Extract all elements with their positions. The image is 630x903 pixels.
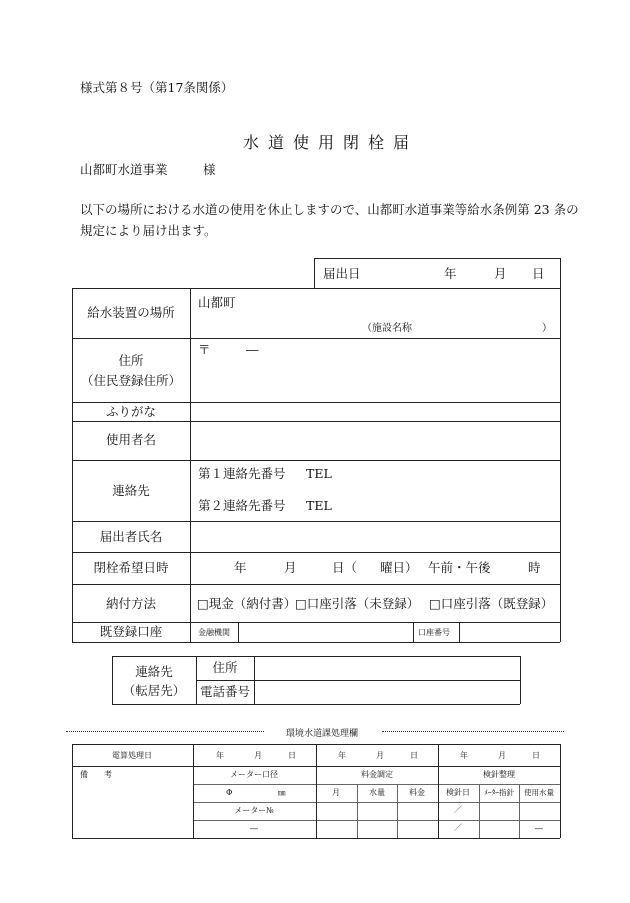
contact-1-label: 第１連絡先番号 bbox=[198, 466, 286, 481]
facility-close: ） bbox=[542, 323, 552, 334]
remarks-label-1: 備 bbox=[80, 770, 88, 779]
rule bbox=[72, 288, 73, 642]
volume-col-label: 水量 bbox=[369, 788, 385, 797]
rule bbox=[190, 288, 191, 642]
fee-adjust-label: 料金調定 bbox=[361, 770, 393, 779]
postal-dash: ― bbox=[246, 342, 259, 357]
rule bbox=[314, 258, 315, 288]
rule bbox=[314, 258, 560, 259]
dash-mark: ― bbox=[250, 824, 258, 833]
contact-2-tel[interactable]: TEL bbox=[306, 498, 332, 513]
rule bbox=[193, 820, 560, 821]
rule bbox=[72, 288, 560, 289]
rule bbox=[112, 704, 520, 705]
meter-pointer-label: ﾒｰﾀｰ指針 bbox=[484, 788, 514, 797]
rule bbox=[72, 838, 560, 839]
address-label: 住所 bbox=[118, 353, 144, 368]
payment-cash-checkbox[interactable]: □現金（納付書） bbox=[197, 596, 297, 611]
facility-open: （施設名称 bbox=[362, 323, 412, 334]
form-number: 様式第８号（第17条関係） bbox=[80, 80, 234, 95]
intro-line-2: 規定により届け出ます。 bbox=[80, 223, 217, 238]
month-col-label: 月 bbox=[332, 788, 340, 797]
rule bbox=[560, 744, 561, 838]
closing-month: 月 bbox=[284, 560, 297, 575]
rule bbox=[459, 622, 460, 642]
account-no-label: 口座番号 bbox=[418, 628, 450, 637]
postal-mark: 〒 bbox=[198, 342, 211, 357]
meter-check-label: 検針整理 bbox=[483, 770, 515, 779]
rule bbox=[112, 656, 113, 704]
closing-ampm[interactable]: 午前・午後 bbox=[428, 560, 491, 575]
rule bbox=[72, 521, 560, 522]
rule bbox=[397, 784, 398, 838]
contact-1-tel[interactable]: TEL bbox=[306, 466, 332, 481]
slash-mark: ／ bbox=[454, 805, 462, 814]
date-month: 月 bbox=[494, 266, 507, 281]
contact-label: 連絡先 bbox=[112, 483, 150, 498]
honorific: 様 bbox=[203, 162, 216, 177]
rule bbox=[413, 622, 414, 642]
fee-col-label: 料金 bbox=[409, 788, 425, 797]
office-date-1-month: 月 bbox=[254, 751, 262, 760]
submitter-label: 届出者氏名 bbox=[99, 529, 163, 544]
closing-hour: 時 bbox=[528, 560, 541, 575]
office-section-title: 環境水道課処理欄 bbox=[286, 729, 359, 739]
rule bbox=[357, 784, 358, 838]
rule bbox=[196, 656, 197, 704]
forward-label-sub: （転居先） bbox=[122, 683, 186, 698]
divider bbox=[382, 731, 564, 732]
rule bbox=[316, 744, 317, 838]
addressee: 山都町水道事業 bbox=[80, 162, 168, 177]
date-year: 年 bbox=[444, 266, 457, 281]
office-date-2-month: 月 bbox=[376, 751, 384, 760]
office-date-1-year: 年 bbox=[216, 751, 224, 760]
office-date-3-year: 年 bbox=[460, 751, 468, 760]
rule bbox=[72, 622, 560, 623]
closing-weekday: 曜日） bbox=[380, 560, 418, 575]
rule bbox=[238, 622, 239, 642]
location-value[interactable]: 山都町 bbox=[198, 295, 236, 310]
office-date-3-month: 月 bbox=[498, 751, 506, 760]
payment-unregistered-checkbox[interactable]: □口座引落（未登録） bbox=[295, 596, 420, 611]
rule bbox=[72, 552, 560, 553]
date-day: 日 bbox=[532, 266, 545, 281]
rule bbox=[193, 802, 560, 803]
reading-day-label: 検針日 bbox=[446, 788, 470, 797]
intro-line-1: 以下の場所における水道の使用を休止しますので、山都町水道事業等給水条例第 23 条の bbox=[80, 202, 579, 217]
rule bbox=[72, 402, 560, 403]
rule bbox=[479, 784, 480, 838]
rule bbox=[560, 288, 561, 642]
user-name-label: 使用者名 bbox=[105, 432, 157, 447]
rule bbox=[560, 258, 561, 288]
rule bbox=[254, 656, 255, 704]
dash-mark: ― bbox=[535, 824, 543, 833]
contact-2-label: 第２連絡先番号 bbox=[198, 498, 286, 513]
phi-label: Φ bbox=[226, 788, 233, 797]
address-label-sub: （住民登録住所） bbox=[80, 373, 182, 388]
rule bbox=[193, 784, 560, 785]
rule bbox=[72, 642, 560, 643]
usage-volume-label: 使用水量 bbox=[524, 788, 554, 797]
office-date-2-year: 年 bbox=[338, 751, 346, 760]
closing-day: 日（ bbox=[332, 560, 358, 575]
meter-diameter-label: メーター口径 bbox=[230, 770, 278, 779]
bank-label: 金融機関 bbox=[198, 628, 230, 637]
rule bbox=[72, 744, 73, 838]
payment-registered-checkbox[interactable]: □口座引落（既登録） bbox=[429, 596, 554, 611]
account-label: 既登録口座 bbox=[99, 624, 163, 639]
furigana-label: ふりがな bbox=[105, 404, 157, 419]
computer-process-label: 電算処理日 bbox=[112, 751, 152, 760]
payment-label: 納付方法 bbox=[105, 596, 157, 611]
rule bbox=[112, 656, 520, 657]
slash-mark: ／ bbox=[454, 823, 462, 832]
divider bbox=[66, 731, 264, 732]
rule bbox=[519, 784, 520, 838]
office-date-3-day: 日 bbox=[532, 751, 540, 760]
forward-label: 連絡先 bbox=[135, 664, 173, 679]
rule bbox=[72, 421, 560, 422]
office-date-1-day: 日 bbox=[288, 751, 296, 760]
meter-no-label: メーター№ bbox=[234, 806, 274, 815]
mm-label: ㎜ bbox=[278, 788, 286, 797]
rule bbox=[193, 744, 194, 838]
closing-label: 閉栓希望日時 bbox=[93, 560, 169, 575]
rule bbox=[72, 338, 560, 339]
closing-year: 年 bbox=[234, 560, 247, 575]
date-label: 届出日 bbox=[323, 266, 361, 281]
rule bbox=[438, 744, 439, 838]
remarks-label-2: 考 bbox=[104, 770, 112, 779]
rule bbox=[196, 680, 520, 681]
rule bbox=[520, 656, 521, 704]
page-title: 水道使用閉栓届 bbox=[243, 133, 419, 152]
forward-address-label: 住所 bbox=[212, 660, 238, 675]
rule bbox=[72, 460, 560, 461]
rule bbox=[72, 584, 560, 585]
forward-phone-label: 電話番号 bbox=[199, 684, 251, 699]
location-label: 給水装置の場所 bbox=[87, 305, 175, 320]
office-date-2-day: 日 bbox=[410, 751, 418, 760]
